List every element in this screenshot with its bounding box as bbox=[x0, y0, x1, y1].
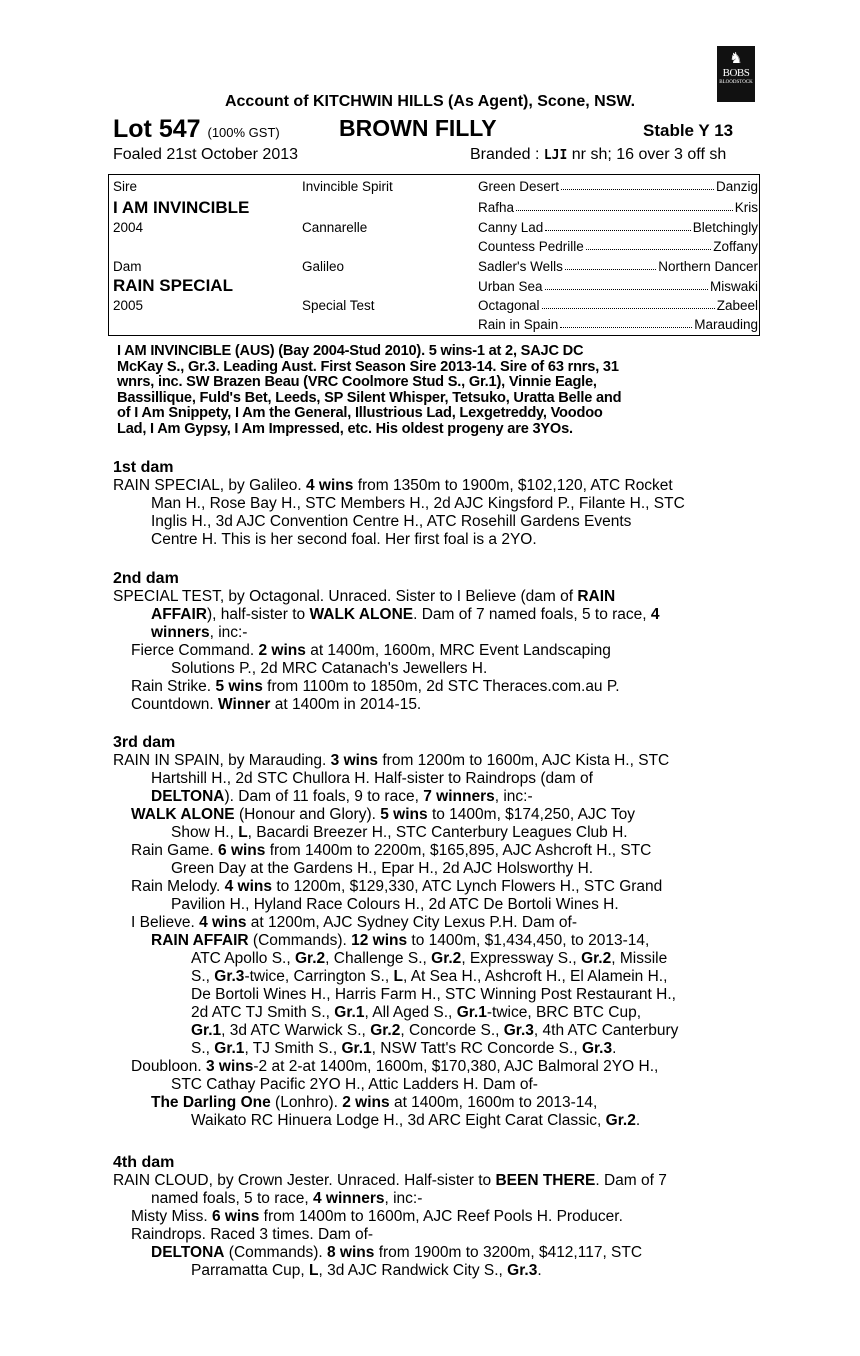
text-line: DELTONA). Dam of 11 foals, 9 to race, 7 winners, inc:- bbox=[151, 788, 533, 805]
text-line: Solutions P., 2d MRC Catanach's Jewellers H. bbox=[171, 660, 488, 677]
text-line: Centre H. This is her second foal. Her first foal is a 2YO. bbox=[151, 531, 537, 548]
text-line: I Believe. 4 wins at 1200m, AJC Sydney City Lexus P.H. Dam of- bbox=[131, 914, 578, 931]
g3-right: Marauding bbox=[694, 317, 758, 332]
g3-left: Urban Sea bbox=[478, 279, 543, 294]
g3-right: Miswaki bbox=[709, 279, 758, 294]
g3-left: Green Desert bbox=[478, 179, 560, 194]
foaled-date: Foaled 21st October 2013 bbox=[113, 146, 299, 163]
lot-number bbox=[113, 115, 280, 144]
summary-line: Lad, I Am Gypsy, I Am Impressed, etc. His oldest progeny are 3YOs. bbox=[117, 420, 573, 437]
dam-year: 2005 bbox=[113, 298, 144, 313]
text-line: S., Gr.1, TJ Smith S., Gr.1, NSW Tatt's RC Concorde S., Gr.3. bbox=[191, 1040, 617, 1057]
pedigree-g3 bbox=[478, 298, 758, 313]
pedigree-g2: Invincible Spirit bbox=[302, 179, 393, 194]
pedigree-g3 bbox=[478, 279, 758, 294]
text-line: Raindrops. Raced 3 times. Dam of- bbox=[131, 1226, 374, 1243]
text-line: RAIN CLOUD, by Crown Jester. Unraced. Half-sister to BEEN THERE. Dam of 7 bbox=[113, 1172, 667, 1189]
pedigree-g3 bbox=[478, 220, 758, 235]
summary-line: Bassillique, Fuld's Bet, Leeds, SP Silent Whisper, Tetsuko, Uratta Belle and bbox=[117, 389, 622, 406]
text-line: DELTONA (Commands). 8 wins from 1900m to 3200m, $412,117, STC bbox=[151, 1244, 643, 1261]
pedigree-table bbox=[108, 174, 760, 336]
g3-right: Zabeel bbox=[716, 298, 758, 313]
third-dam-heading: 3rd dam bbox=[113, 734, 176, 751]
g3-left: Octagonal bbox=[478, 298, 540, 313]
summary-line: of I Am Snippety, I Am the General, Illustrious Lad, Lexgetreddy, Voodoo bbox=[117, 405, 603, 421]
text-line: Green Day at the Gardens H., Epar H., 2d AJC Holsworthy H. bbox=[171, 860, 594, 877]
pedigree-g2: Galileo bbox=[302, 259, 345, 274]
horse-description: BROWN FILLY bbox=[339, 115, 497, 141]
text-line: The Darling One (Lonhro). 2 wins at 1400m, 1600m to 2013-14, bbox=[151, 1094, 598, 1111]
text-line: RAIN SPECIAL, by Galileo. 4 wins from 1350m to 1900m, $102,120, ATC Rocket bbox=[113, 477, 673, 494]
text-line: S., Gr.3-twice, Carrington S., L, At Sea H., Ashcroft H., El Alamein H., bbox=[191, 968, 668, 985]
text-line: Misty Miss. 6 wins from 1400m to 1600m, AJC Reef Pools H. Producer. bbox=[131, 1208, 623, 1225]
text-line: Doubloon. 3 wins-2 at 2-at 1400m, 1600m, $170,380, AJC Balmoral 2YO H., bbox=[131, 1058, 659, 1075]
first-dam-text bbox=[113, 477, 759, 549]
lot-label: Lot 547 bbox=[113, 115, 201, 143]
text-line: RAIN IN SPAIN, by Marauding. 3 wins from 1200m to 1600m, AJC Kista H., STC bbox=[113, 752, 670, 769]
logo-text: BOBS bbox=[722, 67, 750, 79]
text-line: winners, inc:- bbox=[151, 624, 248, 641]
text-line: SPECIAL TEST, by Octagonal. Unraced. Sister to I Believe (dam of RAIN bbox=[113, 588, 616, 605]
second-dam-text bbox=[113, 588, 759, 714]
branded-label: Branded : bbox=[470, 146, 540, 163]
fourth-dam-text bbox=[113, 1172, 759, 1280]
text-line: Gr.1, 3d ATC Warwick S., Gr.2, Concorde S., Gr.3, 4th ATC Canterbury bbox=[191, 1022, 679, 1039]
text-line: STC Cathay Pacific 2YO H., Attic Ladders H. Dam of- bbox=[171, 1076, 538, 1093]
text-line: Fierce Command. 2 wins at 1400m, 1600m, MRC Event Landscaping bbox=[131, 642, 611, 659]
pedigree-g3 bbox=[478, 200, 758, 215]
sire-label: Sire bbox=[113, 179, 138, 194]
sire-year: 2004 bbox=[113, 220, 144, 235]
stable-location: Stable Y 13 bbox=[643, 121, 734, 140]
summary-line: McKay S., Gr.3. Leading Aust. First Season Sire 2013-14. Sire of 63 rnrs, 31 bbox=[117, 358, 619, 375]
branded-info bbox=[470, 146, 726, 164]
g3-right: Zoffany bbox=[713, 239, 758, 254]
pedigree-g2: Cannarelle bbox=[302, 220, 368, 235]
text-line: ATC Apollo S., Gr.2, Challenge S., Gr.2, Expressway S., Gr.2, Missile bbox=[191, 950, 668, 967]
text-line: Parramatta Cup, L, 3d AJC Randwick City S., Gr.3. bbox=[191, 1262, 542, 1279]
logo-subtext: BLOODSTOCK bbox=[719, 80, 753, 85]
text-line: De Bortoli Wines H., Harris Farm H., STC Winning Post Restaurant H., bbox=[191, 986, 676, 1003]
pedigree-g3 bbox=[478, 259, 758, 274]
pedigree-g3 bbox=[478, 179, 758, 194]
g3-left: Rafha bbox=[478, 200, 515, 215]
g3-left: Countess Pedrille bbox=[478, 239, 584, 254]
branded-detail: nr sh; 16 over 3 off sh bbox=[571, 146, 727, 163]
text-line: 2d ATC TJ Smith S., Gr.1, All Aged S., Gr.1-twice, BRC BTC Cup, bbox=[191, 1004, 642, 1021]
text-line: Pavilion H., Hyland Race Colours H., 2d ATC De Bortoli Wines H. bbox=[171, 896, 619, 913]
text-line: Countdown. Winner at 1400m in 2014-15. bbox=[131, 696, 422, 713]
pedigree-g3 bbox=[478, 317, 758, 332]
sire-summary bbox=[117, 344, 757, 437]
g3-right: Northern Dancer bbox=[658, 259, 758, 274]
g3-left: Canny Lad bbox=[478, 220, 544, 235]
text-line: Rain Melody. 4 wins to 1200m, $129,330, ATC Lynch Flowers H., STC Grand bbox=[131, 878, 663, 895]
text-line: RAIN AFFAIR (Commands). 12 wins to 1400m, $1,434,450, to 2013-14, bbox=[151, 932, 650, 949]
first-dam-heading: 1st dam bbox=[113, 459, 174, 476]
second-dam-heading: 2nd dam bbox=[113, 570, 179, 587]
g3-right: Kris bbox=[734, 200, 758, 215]
text-line: named foals, 5 to race, 4 winners, inc:- bbox=[151, 1190, 423, 1207]
g3-right: Danzig bbox=[715, 179, 758, 194]
pedigree-g2: Special Test bbox=[302, 298, 375, 313]
text-line: Inglis H., 3d AJC Convention Centre H., ATC Rosehill Gardens Events bbox=[151, 513, 632, 530]
g3-left: Rain in Spain bbox=[478, 317, 559, 332]
sire-name: I AM INVINCIBLE bbox=[113, 198, 250, 217]
gst-note: (100% GST) bbox=[207, 125, 280, 140]
text-line: WALK ALONE (Honour and Glory). 5 wins to 1400m, $174,250, AJC Toy bbox=[131, 806, 636, 823]
dam-name: RAIN SPECIAL bbox=[113, 276, 233, 295]
text-line: Man H., Rose Bay H., STC Members H., 2d AJC Kingsford P., Filante H., STC bbox=[151, 495, 685, 512]
g3-left: Sadler's Wells bbox=[478, 259, 563, 274]
text-line: Waikato RC Hinuera Lodge H., 3d ARC Eight Carat Classic, Gr.2. bbox=[191, 1112, 641, 1129]
pedigree-g3 bbox=[478, 239, 758, 254]
brand-mark: LJI bbox=[543, 148, 568, 163]
summary-line: wnrs, inc. SW Brazen Beau (VRC Coolmore Stud S., Gr.1), Vinnie Eagle, bbox=[117, 374, 597, 390]
text-line: Rain Strike. 5 wins from 1100m to 1850m, 2d STC Theraces.com.au P. bbox=[131, 678, 620, 695]
text-line: Hartshill H., 2d STC Chullora H. Half-sister to Raindrops (dam of bbox=[151, 770, 593, 787]
text-line: Show H., L, Bacardi Breezer H., STC Canterbury Leagues Club H. bbox=[171, 824, 628, 841]
horse-icon: ♞ bbox=[729, 51, 743, 67]
g3-right: Bletchingly bbox=[692, 220, 758, 235]
third-dam-text bbox=[113, 752, 759, 1130]
summary-line: I AM INVINCIBLE (AUS) (Bay 2004-Stud 2010). 5 wins-1 at 2, SAJC DC bbox=[117, 343, 584, 359]
text-line: Rain Game. 6 wins from 1400m to 2200m, $165,895, AJC Ashcroft H., STC bbox=[131, 842, 652, 859]
vendor-account: Account of KITCHWIN HILLS (As Agent), Scone, NSW. bbox=[224, 93, 636, 110]
dam-label: Dam bbox=[113, 259, 142, 274]
fourth-dam-heading: 4th dam bbox=[113, 1154, 175, 1171]
text-line: AFFAIR), half-sister to WALK ALONE. Dam of 7 named foals, 5 to race, 4 bbox=[151, 606, 660, 623]
